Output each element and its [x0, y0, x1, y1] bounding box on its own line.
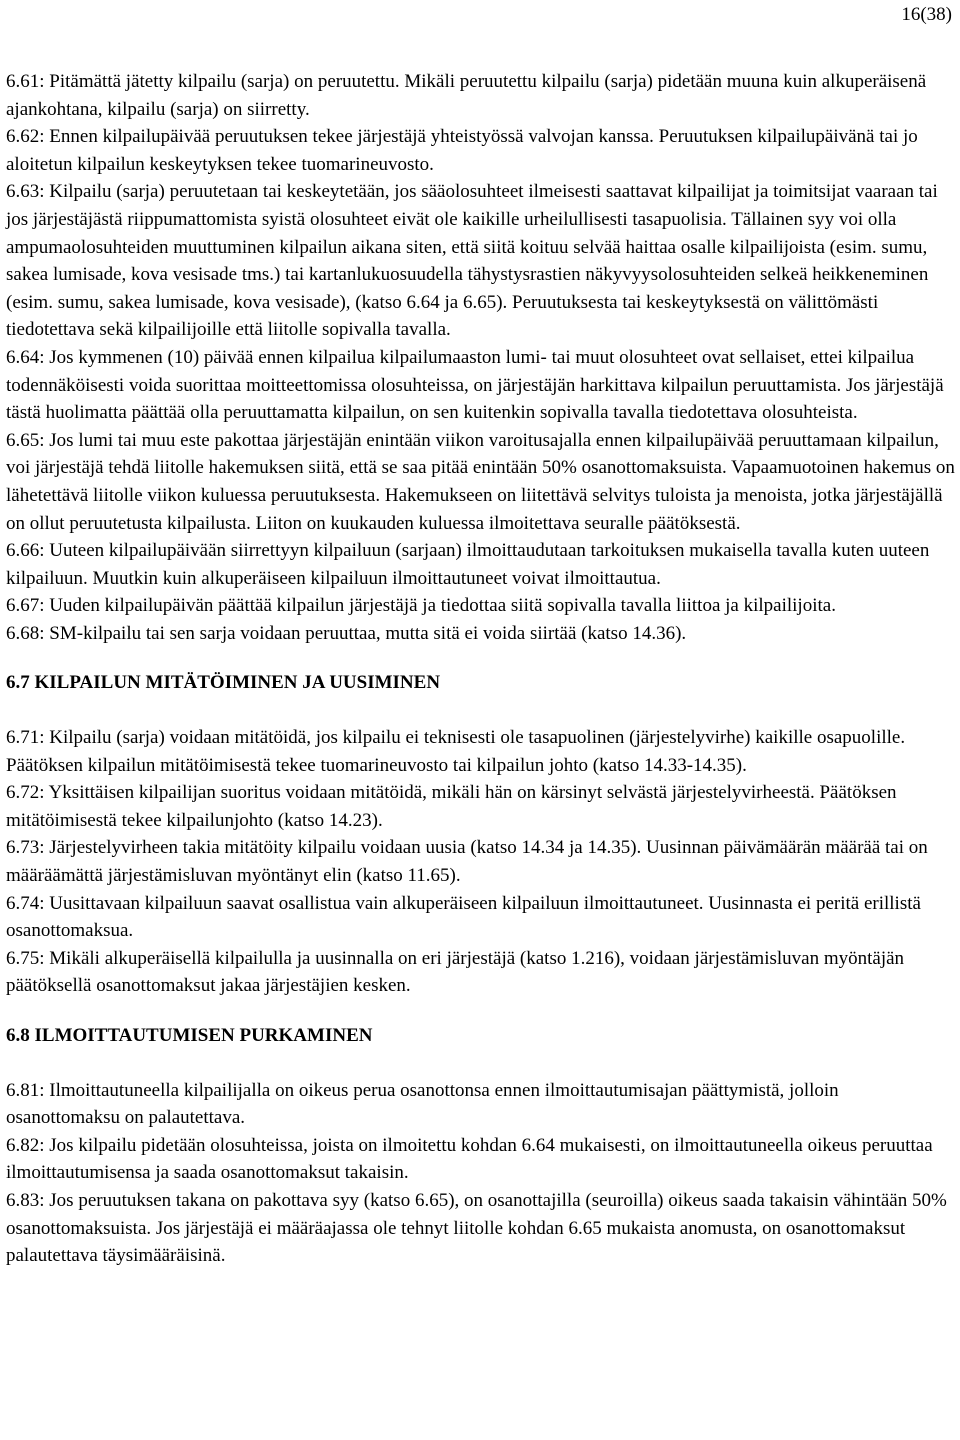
section-6-6	[6, 68, 956, 647]
paragraph-6-73: 6.73: Järjestelyvirheen takia mitätöity kilpailu voidaan uusia (katso 14.34 ja 14.35). Uusinnan päivämäärän määrää tai on määräämättä järjestämisluvan myöntänyt elin (katso 11.65).	[6, 837, 928, 887]
paragraph-6-66: 6.66: Uuteen kilpailupäivään siirrettyyn kilpailuun (sarjaan) ilmoittaudutaan tarkoituksen mukaisella tavalla kuten uuteen kilpailuun. Muutkin kuin alkuperäiseen kilpailuun ilmoittautuneet voivat ilmoittautua.	[6, 540, 930, 589]
paragraph-6-65: 6.65: Jos lumi tai muu este pakottaa järjestäjän enintään viikon varoitusajalla ennen kilpailupäivää peruuttamaan kilpailun, voi järjestäjä tehdä liitolle hakemuksen siitä, että se saa pitää enintään 50% osanottomaksuista. Vapaamuotoinen hakemus on lähetettävä liitolle viikon kuluessa peruutuksesta. Hakemukseen on liitettävä selvitys tuloista ja menoista, jotka järjestäjällä on ollut peruutetusta kilpailusta. Liiton on kuukauden kuluessa ilmoitettava seuralle päätöksestä.	[6, 429, 955, 534]
section-heading-6-8: 6.8 ILMOITTAUTUMISEN PURKAMINEN	[6, 1025, 373, 1046]
section-heading-6-7: 6.7 KILPAILUN MITÄTÖIMINEN JA UUSIMINEN	[6, 672, 441, 694]
paragraph-6-67: 6.67: Uuden kilpailupäivän päättää kilpailun järjestäjä ja tiedottaa siitä sopivalla tavalla liittoa ja kilpailijoita.	[6, 595, 836, 617]
paragraph-6-83: 6.83: Jos peruutuksen takana on pakottava syy (katso 6.65), on osanottajilla (seuroilla) oikeus saada takaisin vähintään 50% osanottomaksuista. Jos järjestäjä ei määräajassa ole tehnyt liitolle kohdan 6.65 mukaista anomusta, on osanottomaksut palautettava täysimääräisinä.	[6, 1189, 947, 1267]
paragraph-6-68: 6.68: SM-kilpailu tai sen sarja voidaan peruuttaa, mutta sitä ei voida siirtää (katso 14.36).	[6, 622, 687, 644]
document-body	[6, 68, 956, 1270]
paragraph-6-72: 6.72: Yksittäisen kilpailijan suoritus voidaan mitätöidä, mikäli hän on kärsinyt selvästä järjestelyvirheestä. Päätöksen mitätöimisestä tekee kilpailunjohto (katso 14.23).	[6, 782, 897, 831]
section-6-7	[6, 669, 956, 1000]
paragraph-6-63: 6.63: Kilpailu (sarja) peruutetaan tai keskeytetään, jos sääolosuhteet ilmeisesti saattavat kilpailijat ja toimitsijat vaaraan tai jos järjestäjästä riippumattomista syistä olosuhteet eivät ole kaikille urheilullisesti tasapuolisia. Tällainen syy voi olla ampumaolosuhteiden muuttuminen kilpailun aikana siten, että siitä koituu selvää haittaa osalle kilpailijoista (esim. sumu, sakea lumisade, kova vesisade tms.) tai kartanlukuosuudella tähystysrastien näkyvyysolosuhteiden selkeä heikkeneminen (esim. sumu, sakea lumisade, kova vesisade), (katso 6.64 ja 6.65). Peruutuksesta tai keskeytyksestä on välittömästi tiedotettava sekä kilpailijoille että liitolle sopivalla tavalla.	[6, 181, 938, 341]
paragraph-6-74: 6.74: Uusittavaan kilpailuun saavat osallistua vain alkuperäiseen kilpailuun ilmoittautuneet. Uusinnasta ei peritä erillistä osanottomaksua.	[6, 892, 921, 942]
paragraph-6-81: 6.81: Ilmoittautuneella kilpailijalla on oikeus perua osanottonsa ennen ilmoittautumisajan päättymistä, jolloin osanottomaksu on palautettava.	[6, 1079, 839, 1129]
paragraph-6-71: 6.71: Kilpailu (sarja) voidaan mitätöidä, jos kilpailu ei teknisesti ole tasapuolinen (järjestelyvirhe) kaikille osapuolille. Päätöksen kilpailun mitätöimisestä tekee tuomarineuvosto tai kilpailun johto (katso 14.33-14.35).	[6, 727, 906, 776]
paragraph-6-82: 6.82: Jos kilpailu pidetään olosuhteissa, joista on ilmoitettu kohdan 6.64 mukaisesti, on ilmoittautuneella oikeus peruuttaa ilmoittautumisensa ja saada osanottomaksut takaisin.	[6, 1134, 933, 1184]
page-number: 16(38)	[901, 4, 952, 25]
section-6-8	[6, 1022, 956, 1270]
paragraph-6-64: 6.64: Jos kymmenen (10) päivää ennen kilpailua kilpailumaaston lumi- tai muut olosuhteet ovat sellaiset, ettei kilpailua todennäköisesti voida suorittaa moitteettomissa olosuhteissa, on järjestäjän harkittava kilpailun peruuttamista. Jos järjestäjä tästä huolimatta päättää olla peruuttamatta kilpailun, on sen kuitenkin sopivalla tavalla tiedotettava olosuhteista.	[6, 346, 944, 424]
paragraph-6-61: 6.61: Pitämättä jätetty kilpailu (sarja) on peruutettu. Mikäli peruutettu kilpailu (sarja) pidetään muuna kuin alkuperäisenä ajankohtana, kilpailu (sarja) on siirretty.	[6, 71, 927, 120]
paragraph-6-62: 6.62: Ennen kilpailupäivää peruutuksen tekee järjestäjä yhteistyössä valvojan kanssa. Peruutuksen kilpailupäivänä tai jo aloitetun kilpailun keskeytyksen tekee tuomarineuvosto.	[6, 126, 918, 175]
paragraph-6-75: 6.75: Mikäli alkuperäisellä kilpailulla ja uusinnalla on eri järjestäjä (katso 1.216), voidaan järjestämisluvan myöntäjän päätöksellä osanottomaksut jakaa järjestäjien kesken.	[6, 947, 905, 997]
